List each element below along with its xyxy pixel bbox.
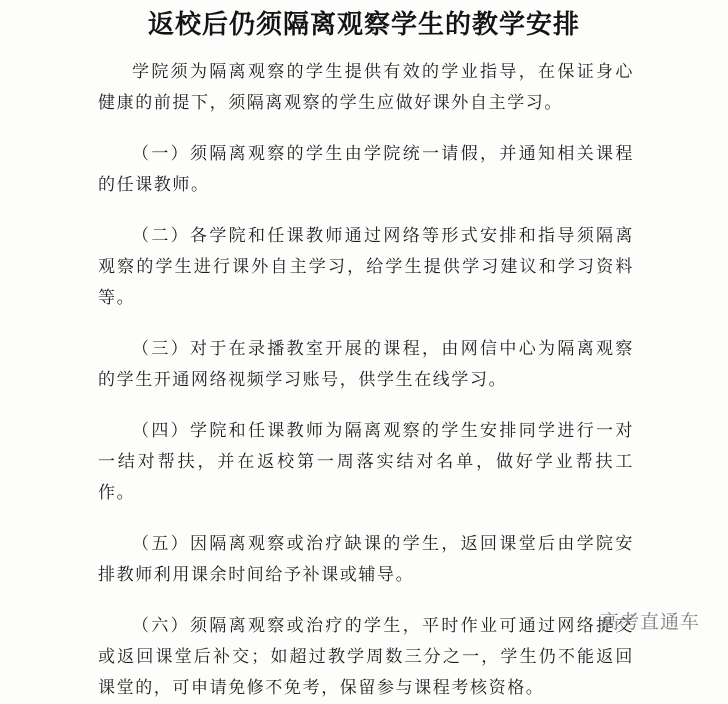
item-4-paragraph: （四）学院和任课教师为隔离观察的学生安排同学进行一对一结对帮扶，并在返校第一周落实结对名单，做好学业帮扶工作。 <box>98 421 634 503</box>
item-2-paragraph: （二）各学院和任课教师通过网络等形式安排和指导须隔离观察的学生进行课外自主学习，给学生提供学习建议和学习资料等。 <box>98 226 634 308</box>
item-5-paragraph: （五）因隔离观察或治疗缺课的学生，返回课堂后由学院安排教师利用课余时间给予补课或辅导。 <box>98 534 634 585</box>
document-body <box>98 57 634 704</box>
item-6-paragraph: （六）须隔离观察或治疗的学生，平时作业可通过网络提交或返回课堂后补交；如超过教学周数三分之一，学生仍不能返回课堂的，可申请免修不免考，保留参与课程考核资格。 <box>98 616 634 698</box>
intro-paragraph: 学院须为隔离观察的学生提供有效的学业指导，在保证身心健康的前提下，须隔离观察的学生应做好课外自主学习。 <box>98 62 634 113</box>
item-1-paragraph: （一）须隔离观察的学生由学院统一请假，并通知相关课程的任课教师。 <box>98 144 634 195</box>
document-title: 返校后仍须隔离观察学生的教学安排 <box>147 10 580 40</box>
watermark-text: 高考直通车 <box>599 611 700 633</box>
item-3-paragraph: （三）对于在录播教室开展的课程，由网信中心为隔离观察的学生开通网络视频学习账号，供学生在线学习。 <box>98 339 634 390</box>
